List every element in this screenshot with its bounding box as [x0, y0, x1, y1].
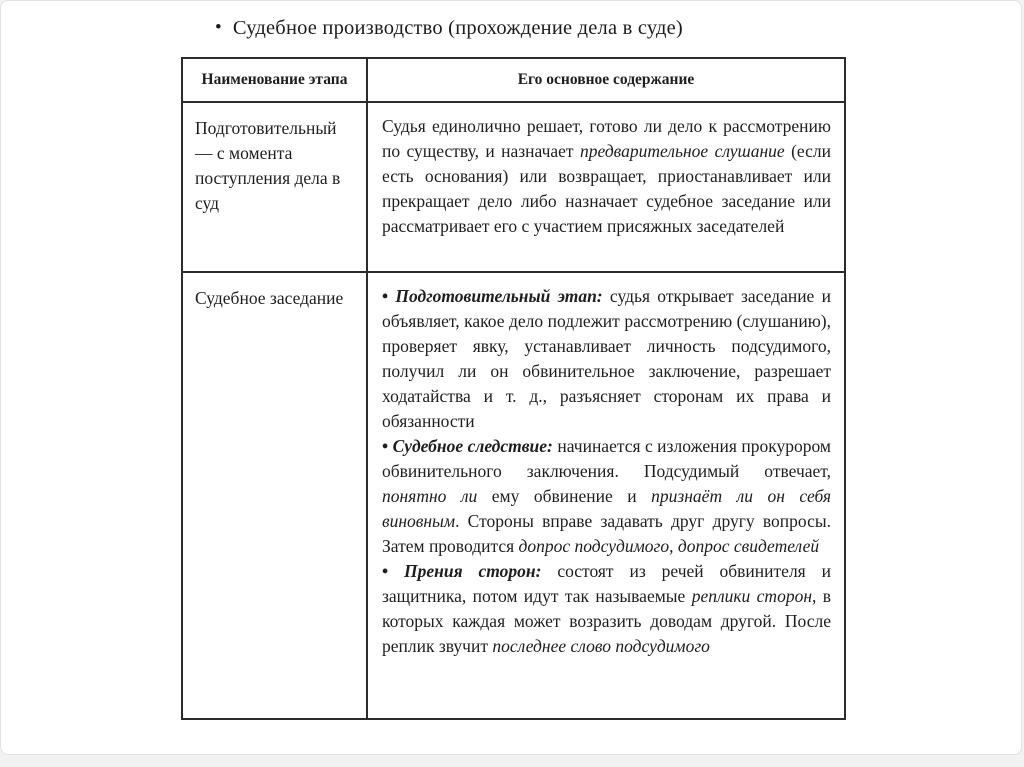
text-segment: состоят из речей обвинителя и защитника, потом идут так называемые — [382, 561, 831, 606]
list-bullet-icon: • — [382, 436, 393, 456]
page-title — [215, 17, 855, 40]
text-segment: допрос подсудимого, допрос свидетелей — [518, 536, 820, 556]
text-segment: (если есть основания) или возвращает, приостанавливает или прекращает дело либо назначает судебное заседание или рассматривает его с участием присяжных заседателей — [382, 141, 831, 236]
content-paragraph — [382, 114, 831, 239]
text-segment: Судья единолично решает, готово ли дело к рассмотрению по существу, и назначает — [382, 116, 831, 161]
court-stages-table — [181, 57, 846, 720]
text-segment: Подготовительный этап: — [395, 286, 603, 306]
content-paragraph — [382, 559, 831, 659]
text-segment: понятно ли — [382, 486, 478, 506]
title-bullet-icon: • — [215, 17, 222, 38]
content-paragraph — [382, 434, 831, 559]
text-segment: . Стороны вправе задавать друг другу вопросы. Затем проводится — [382, 511, 831, 556]
column-header-stage-name: Наименование этапа — [183, 59, 368, 103]
text-segment: Судебное следствие: — [392, 436, 553, 456]
text-segment: судья открывает заседание и объявляет, какое дело подлежит рассмотрению (слушанию), проверяет явку, устанавливает личность подсудимого, получил ли он обвинительное заключение, разрешает ходатайства и т. д., разъясняет сторонам их права и обязанности — [382, 286, 831, 431]
list-bullet-icon: • — [382, 561, 405, 581]
text-segment: признаёт ли он себя виновным — [382, 486, 831, 531]
content-cell-preparatory — [368, 103, 844, 273]
content-paragraph — [382, 284, 831, 434]
text-segment: ему обвинение и — [477, 486, 652, 506]
list-bullet-icon: • — [382, 286, 396, 306]
text-segment: реплики сторон — [691, 586, 812, 606]
content-cell-court-session — [368, 273, 844, 718]
text-segment: , в которых каждая может возразить доводам другой. После реплик звучит — [382, 586, 832, 656]
text-segment: Прения сторон: — [404, 561, 542, 581]
text-segment: предварительное слушание — [580, 141, 785, 161]
stage-cell-preparatory: Подготовительный — с момента поступления дела в суд — [183, 103, 368, 273]
text-segment: начинается с изложения прокурором обвинительного заключения. Подсудимый отвечает, — [382, 436, 831, 481]
stage-cell-court-session: Судебное заседание — [183, 273, 368, 718]
page-title-text: Судебное производство (прохождение дела в суде) — [232, 17, 683, 39]
column-header-main-content: Его основное содержание — [368, 59, 844, 103]
text-segment: последнее слово подсудимого — [492, 636, 710, 656]
